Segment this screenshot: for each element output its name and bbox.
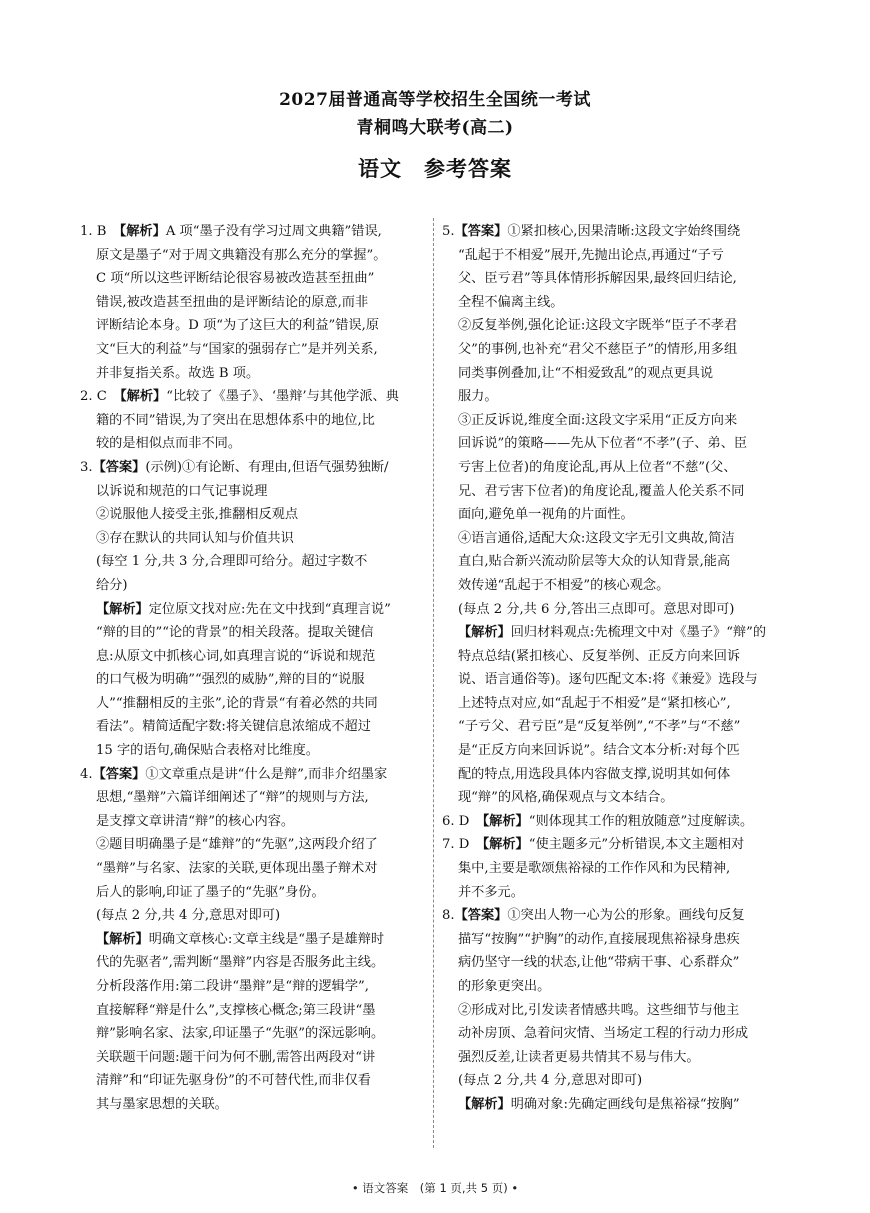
- answer-line: 集中,主要是歌颂焦裕禄的工作作风和为民精神,: [458, 861, 731, 877]
- answer-line: 文“巨大的利益”与“国家的强弱存亡”是并列关系,: [96, 341, 378, 357]
- answer-line: ③存在默认的共同认知与价值共识: [96, 530, 294, 546]
- column-divider: [433, 218, 434, 1148]
- answer-line: 直接解释“辩是什么”,支撑核心概念;第三段讲“墨: [96, 1002, 376, 1018]
- answer-item: [442, 810, 794, 834]
- answer-line: “子亏父、君亏臣”是“反复举例”,“不孝”与“不慈”: [458, 719, 741, 735]
- answer-line: 人”“推翻相反的主张”,论的背景“有着必然的共同: [96, 695, 378, 711]
- page-footer: • 语文答案 (第 1 页,共 5 页) •: [351, 1181, 519, 1195]
- answer-line: 面向,避免单一视角的片面性。: [458, 507, 634, 523]
- answer-line: 效传递“乱起于不相爱”的核心观念。: [458, 577, 670, 593]
- answer-line: 说、语言通俗等)。逐句匹配文本:将《兼爱》选段与: [458, 672, 758, 688]
- answer-item: [442, 904, 794, 1116]
- answer-line: 其与墨家思想的关联。: [96, 1096, 228, 1112]
- answer-line: (每点 2 分,共 6 分,答出三点即可。意思对即可): [458, 601, 735, 617]
- answer-line: 1. B 【解析】A 项“墨子没有学习过周文典籍”错误,: [80, 224, 382, 239]
- answer-line: 父、臣亏君”等具体情形拆解因果,最终回归结论,: [458, 271, 737, 287]
- answer-line: 评断结论本身。D 项“为了这巨大的利益”错误,原: [96, 318, 380, 334]
- answer-line: 上述特点对应,如“乱起于不相爱”是“紧扣核心”,: [458, 695, 731, 711]
- answer-line: 6. D 【解析】“则体现其工作的粗放随意”过度解读。: [442, 813, 754, 829]
- answer-line: 较的是相似点而非不同。: [96, 436, 242, 452]
- answer-line: ④语言通俗,适配大众:这段文字无引文典故,简洁: [458, 530, 735, 546]
- answer-line: 籍的不同”错误,为了突出在思想体系中的地位,比: [96, 412, 375, 428]
- answer-line: 动补房顶、急着问灾情、当场定工程的行动力形成: [458, 1026, 749, 1042]
- right-answer-column: [442, 220, 794, 1117]
- answer-line: 思想,“墨辩”六篇详细阐述了“辩”的规则与方法,: [96, 790, 369, 806]
- answer-line: 病仍坚守一线的状态,让他“带病干事、心系群众”: [458, 955, 740, 971]
- answer-line: 强烈反差,让读者更易共情其不易与伟大。: [458, 1049, 700, 1065]
- answer-line: 后人的影响,印证了墨子的“先驱”身份。: [96, 884, 325, 900]
- answer-item: [80, 456, 430, 763]
- answer-line: 并非复指关系。故选 B 项。: [96, 365, 260, 381]
- answer-line: 亏害上位者)的角度论乱,再从上位者“不慈”(父、: [458, 459, 737, 475]
- answer-line: 原文是墨子“对于周文典籍没有那么充分的掌握”。: [96, 247, 387, 263]
- answer-line: 辩”影响名家、法家,印证墨子“先驱”的深远影响。: [96, 1026, 385, 1042]
- answer-line: 的形象更突出。: [458, 979, 551, 994]
- answer-line: 回诉说”的策略——先从下位者“不孝”(子、弟、臣: [458, 436, 748, 452]
- answer-line: (每点 2 分,共 4 分,意思对即可): [458, 1073, 643, 1089]
- answer-line: 【解析】明确文章核心:文章主线是“墨子是雄辩时: [96, 931, 385, 947]
- answer-line: 3.【答案】(示例)①有论断、有理由,但语气强势独断/: [80, 459, 389, 475]
- answer-line: 服力。: [458, 389, 498, 405]
- left-answer-column: [80, 220, 430, 1117]
- answer-item: [442, 220, 794, 810]
- answer-line: 父”的事例,也补充“君父不慈臣子”的情形,用多组: [458, 341, 738, 357]
- answer-line: 特点总结(紧扣核心、反复举例、正反方向来回诉: [458, 648, 741, 664]
- answer-line: ②说服他人接受主张,推翻相反观点: [96, 507, 299, 523]
- doc-type-label: 参考答案: [424, 156, 512, 181]
- answer-line: 15 字的语句,确保贴合表格对比维度。: [96, 743, 319, 759]
- answer-line: C 项“所以这些评断结论很容易被改造甚至扭曲”: [96, 271, 375, 287]
- answer-line: 息:从原文中抓核心词,如真理言说的“诉说和规范: [96, 648, 376, 664]
- answer-item: [80, 763, 430, 1117]
- answer-line: 8.【答案】①突出人物一心为公的形象。画线句反复: [442, 908, 745, 924]
- answer-line: 是支撑文章讲清“辩”的核心内容。: [96, 813, 295, 829]
- answer-line: ③正反诉说,维度全面:这段文字采用“正反方向来: [458, 412, 738, 428]
- answer-line: ②形成对比,引发读者情感共鸣。这些细节与他主: [458, 1002, 740, 1018]
- answer-item: [80, 220, 430, 385]
- answer-line: “辩的目的”“论的背景”的相关段落。提取关键信: [96, 625, 374, 641]
- exam-subtitle: 青桐鸣大联考(高二): [356, 118, 514, 138]
- answer-line: 关联题干问题:题干问为何不删,需答出两段对“讲: [96, 1049, 376, 1065]
- answer-line: 配的特点,用选段具体内容做支撑,说明其如何体: [458, 766, 731, 782]
- answer-line: 7. D 【解析】“使主题多元”分析错误,本文主题相对: [442, 837, 745, 853]
- answer-line: 兄、君亏害下位者)的角度论乱,覆盖人伦关系不同: [458, 483, 745, 499]
- answer-line: 4.【答案】①文章重点是讲“什么是辩”,而非介绍墨家: [80, 766, 388, 782]
- answer-line: (每点 2 分,共 4 分,意思对即可): [96, 908, 281, 924]
- answer-line: 【解析】回归材料观点:先梳理文中对《墨子》“辩”的: [458, 625, 767, 641]
- exam-title: 2027届普通高等学校招生全国统一考试: [279, 90, 591, 110]
- answer-line: 5.【答案】①紧扣核心,因果清晰:这段文字始终围绕: [442, 224, 741, 239]
- answer-line: ②反复举例,强化论证:这段文字既举“臣子不孝君: [458, 318, 738, 334]
- answer-line: 看法”。精简适配字数:将关键信息浓缩成不超过: [96, 719, 371, 735]
- answer-line: 直白,贴合新兴流动阶层等大众的认知背景,能高: [458, 554, 731, 570]
- answer-line: 全程不偏离主线。: [458, 294, 564, 310]
- document-header: [0, 86, 870, 186]
- answer-line: “墨辩”与名家、法家的关联,更体现出墨子辩术对: [96, 861, 378, 877]
- answer-line: 分析段落作用:第二段讲“墨辩”是“辩的逻辑学”,: [96, 979, 369, 994]
- answer-line: 描写“按胸”“护胸”的动作,直接展现焦裕禄身患疾: [458, 931, 740, 947]
- answer-line: 错误,被改造甚至扭曲的是评断结论的原意,而非: [96, 294, 369, 310]
- answer-line: 【解析】定位原文找对应:先在文中找到“真理言说”: [96, 601, 391, 617]
- answer-line: 的口气极为明确”“强烈的威胁”,辩的目的“说服: [96, 672, 365, 688]
- answer-line: 是“正反方向来回诉说”。结合文本分析:对每个匹: [458, 743, 740, 759]
- answer-line: 现“辩”的风格,确保观点与文本结合。: [458, 790, 674, 806]
- answer-item: [442, 833, 794, 904]
- answer-line: 【解析】明确对象:先确定画线句是焦裕禄“按胸”: [458, 1096, 740, 1112]
- answer-line: 清辩”和“印证先驱身份”的不可替代性,而非仅看: [96, 1073, 371, 1089]
- answer-line: 给分): [96, 577, 128, 593]
- answer-line: (每空 1 分,共 3 分,合理即可给分。超过字数不: [96, 554, 368, 570]
- answer-line: 以诉说和规范的口气记事说理: [96, 483, 268, 499]
- answer-line: 2. C 【解析】“比较了《墨子》、‘墨辩’与其他学派、典: [80, 389, 399, 405]
- answer-line: 同类事例叠加,让“不相爱致乱”的观点更具说: [458, 365, 714, 381]
- answer-item: [80, 385, 430, 456]
- answer-line: 并不多元。: [458, 884, 524, 900]
- answer-line: ②题目明确墨子是“雄辩”的“先驱”,这两段介绍了: [96, 837, 378, 853]
- answer-line: “乱起于不相爱”展开,先抛出论点,再通过“子亏: [458, 247, 724, 263]
- subject-label: 语文: [358, 156, 402, 181]
- answer-line: 代的先驱者”,需判断“墨辩”内容是否服务此主线。: [96, 955, 385, 971]
- subject-heading: [0, 152, 870, 186]
